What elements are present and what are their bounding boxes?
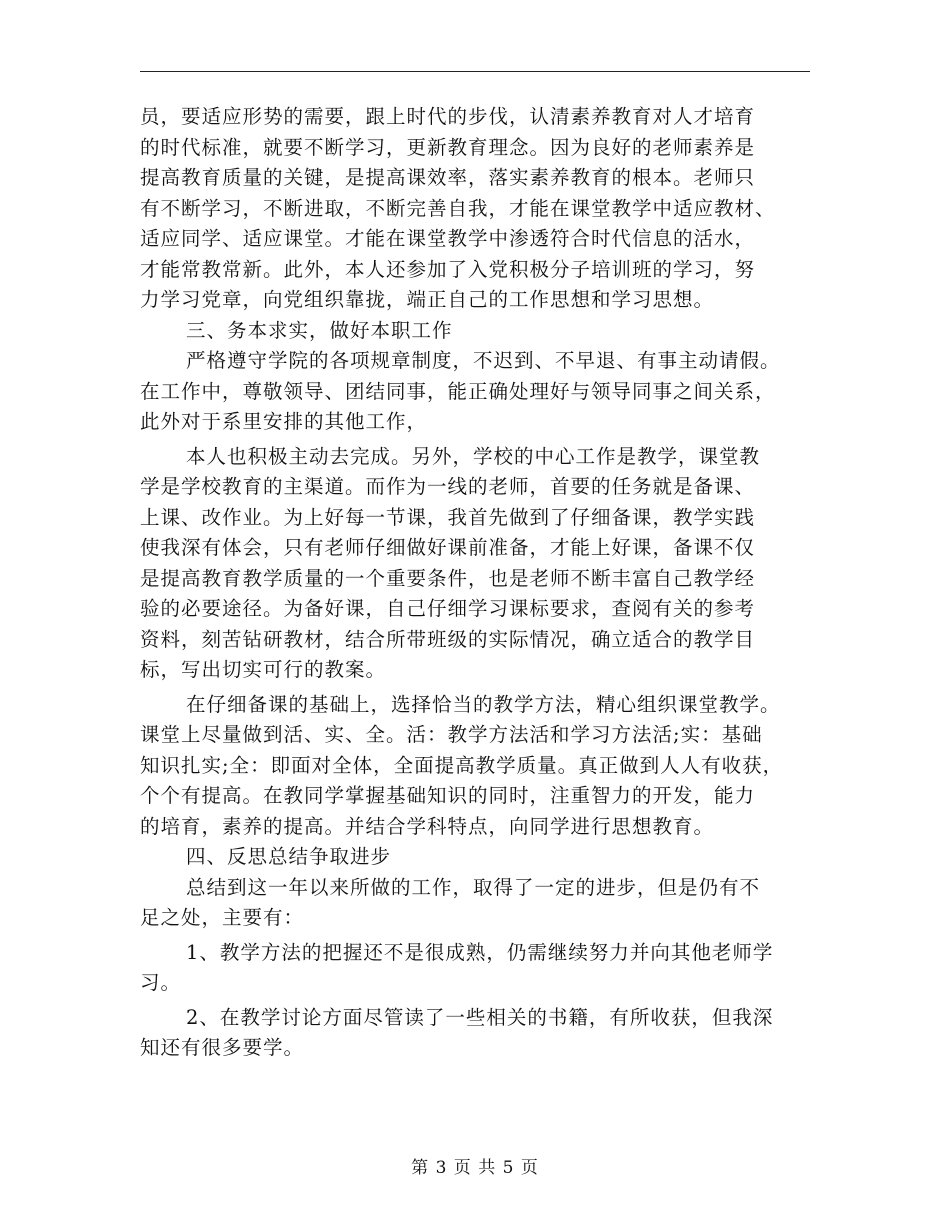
header-rule [140,71,810,72]
list-item: 2、在教学讨论方面尽管读了一些相关的书籍，有所收获，但我深 [186,1005,774,1029]
text-line: 习。 [140,971,182,994]
text-line: 使我深有体会，只有老师仔细做好课前准备，才能上好课，备课不仅 [140,536,756,559]
text-line: 足之处，主要有： [140,906,305,929]
page-number: 第 3 页 共 5 页 [411,1158,539,1178]
text-line: 本人也积极主动去完成。另外，学校的中心工作是教学，课堂教 [186,444,761,468]
text-line: 标，写出切实可行的教案。 [140,658,387,681]
text-line: 课堂上尽量做到活、实、全。活：教学方法活和学习方法活;实：基础 [140,723,763,746]
document-body [140,102,812,1064]
text-line: 严格遵守学院的各项规章制度，不迟到、不早退、有事主动请假。 [186,349,781,372]
text-line: 个个有提高。在教同学掌握基础知识的同时，注重智力的开发，能力 [140,784,756,807]
text-line: 的时代标准，就要不断学习，更新教育理念。因为良好的老师素养是 [140,135,756,159]
text-line: 知识扎实;全：即面对全体，全面提高教学质量。真正做到人人有收获， [140,753,784,777]
text-line: 知还有很多要学。 [140,1036,305,1059]
text-line: 学是学校教育的主渠道。而作为一线的老师，首要的任务就是备课、 [140,475,756,498]
text-line: 总结到这一年以来所做的工作，取得了一定的进步，但是仍有不 [186,875,761,899]
text-line: 在工作中，尊敬领导、团结同事，能正确处理好与领导同事之间关系， [140,379,776,403]
text-line: 有不断学习，不断进取，不断完善自我，才能在课堂教学中适应教材、 [140,196,776,220]
section-heading: 三、务本求实，做好本职工作 [186,318,453,342]
section-heading: 四、反思总结争取进步 [186,845,392,868]
list-item: 1、教学方法的把握还不是很成熟，仍需继续努力并向其他老师学 [186,940,774,964]
text-line: 是提高教育教学质量的一个重要条件，也是老师不断丰富自己教学经 [140,566,756,590]
text-line: 此外对于系里安排的其他工作， [140,410,428,433]
text-line: 才能常教常新。此外，本人还参加了入党积极分子培训班的学习，努 [140,257,756,281]
text-line: 验的必要途径。为备好课，自己仔细学习课标要求，查阅有关的参考 [140,597,756,620]
text-line: 资料，刻苦钻研教材，结合所带班级的实际情况，确立适合的教学目 [140,627,756,651]
text-line: 适应同学、适应课堂。才能在课堂教学中渗透符合时代信息的活水， [140,227,756,250]
text-line: 在仔细备课的基础上，选择恰当的教学方法，精心组织课堂教学。 [186,692,781,716]
text-line: 力学习党章，向党组织靠拢，端正自己的工作思想和学习思想。 [140,288,715,311]
text-line: 上课、改作业。为上好每一节课，我首先做到了仔细备课，教学实践 [140,505,756,529]
text-line: 员，要适应形势的需要，跟上时代的步伐，认清素养教育对人才培育 [140,105,756,128]
text-line: 提高教育质量的关键，是提高课效率，落实素养教育的根本。老师只 [140,166,756,189]
text-line: 的培育，素养的提高。并结合学科特点，向同学进行思想教育。 [140,814,715,838]
